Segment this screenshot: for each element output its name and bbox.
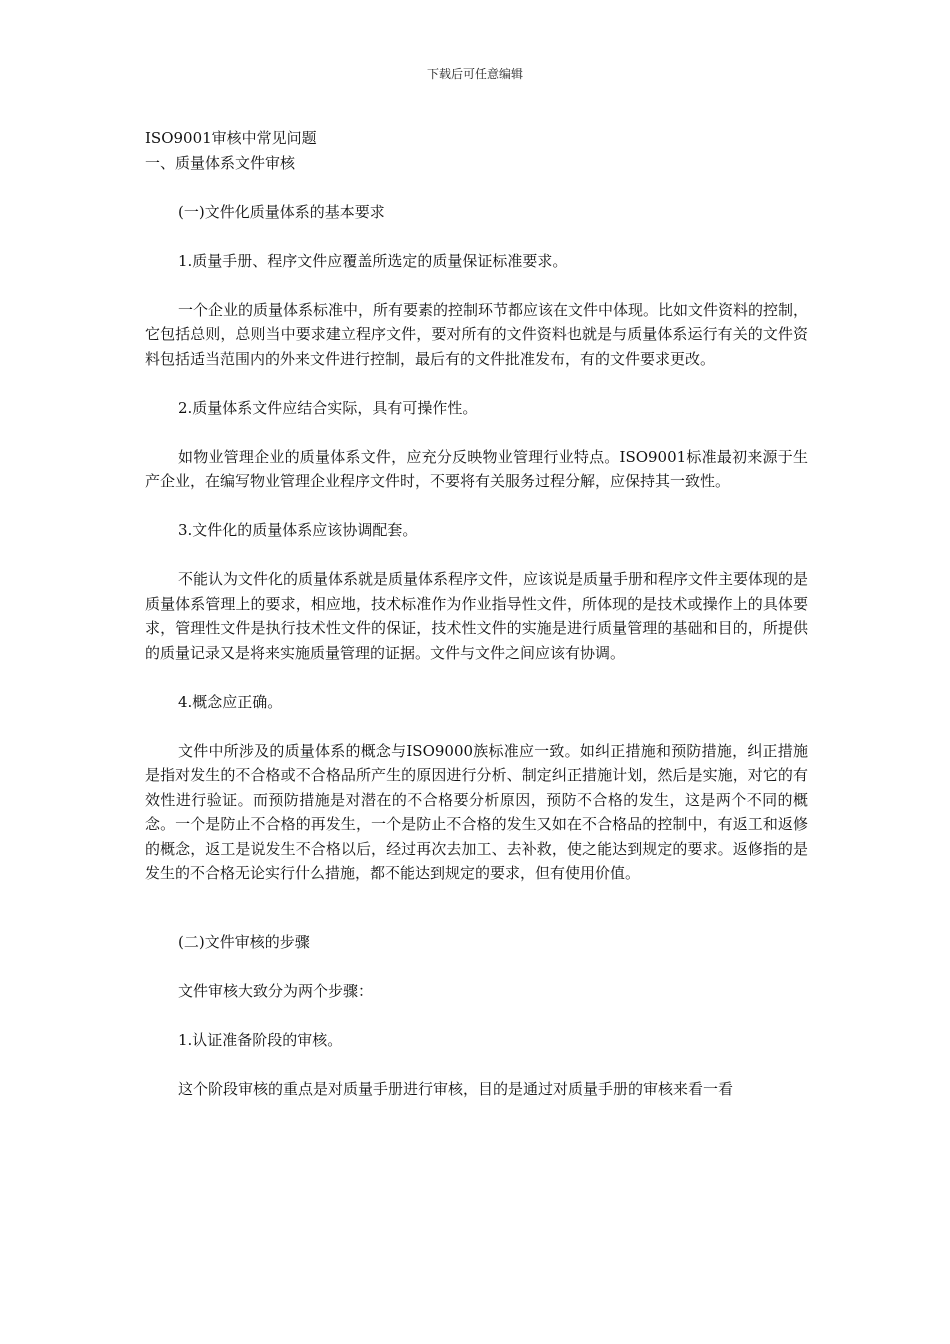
subsection-heading: (二)文件审核的步骤 [178, 932, 310, 951]
item-heading: 4.概念应正确。 [178, 692, 283, 711]
paragraph: 文件审核大致分为两个步骤： [178, 981, 374, 1000]
paragraph: 一个企业的质量体系标准中，所有要素的控制环节都应该在文件中体现。比如文件资料的控制，它包括总则，总则当中要求建立程序文件，要对所有的文件资料也就是与质量体系运行有关的文件资料包括适当范围内的外来文件进行控制，最后有的文件批准发布，有的文件要求更改。 [145, 300, 809, 368]
document-body [145, 126, 808, 1101]
paragraph: 不能认为文件化的质量体系就是质量体系程序文件，应该说是质量手册和程序文件主要体现的是质量体系管理上的要求，相应地，技术标准作为作业指导性文件，所体现的是技术或操作上的具体要求，管理性文件是执行技术性文件的保证，技术性文件的实施是进行质量管理的基础和目的，所提供的质量记录又是将来实施质量管理的证据。文件与文件之间应该有协调。 [145, 570, 809, 662]
section-heading: 一、质量体系文件审核 [145, 153, 296, 172]
paragraph: 文件中所涉及的质量体系的概念与ISO9000族标准应一致。如纠正措施和预防措施，纠正措施是指对发生的不合格或不合格品所产生的原因进行分析、制定纠正措施计划，然后是实施，对它的有效性进行验证。而预防措施是对潜在的不合格要分析原因，预防不合格的发生，这是两个不同的概念。一个是防止不合格的再发生，一个是防止不合格的发生又如在不合格品的控制中，有返工和返修的概念，返工是说发生不合格以后，经过再次去加工、去补救，使之能达到规定的要求。返修指的是发生的不合格无论实行什么措施，都不能达到规定的要求，但有使用价值。 [145, 741, 808, 882]
doc-title: ISO9001审核中常见问题 [145, 129, 317, 147]
item-heading: 1.认证准备阶段的审核。 [178, 1030, 343, 1049]
item-heading: 2.质量体系文件应结合实际，具有可操作性。 [178, 398, 478, 417]
item-heading: 1.质量手册、程序文件应覆盖所选定的质量保证标准要求。 [178, 251, 568, 270]
subsection-heading: (一)文件化质量体系的基本要求 [178, 202, 385, 221]
paragraph: 如物业管理企业的质量体系文件，应充分反映物业管理行业特点。ISO9001标准最初来源于生产企业，在编写物业管理企业程序文件时，不要将有关服务过程分解，应保持其一致性。 [145, 447, 808, 490]
paragraph: 这个阶段审核的重点是对质量手册进行审核，目的是通过对质量手册的审核来看一看 [178, 1079, 734, 1098]
page-header: 下载后可任意编辑 [426, 67, 523, 81]
item-heading: 3.文件化的质量体系应该协调配套。 [178, 521, 418, 539]
